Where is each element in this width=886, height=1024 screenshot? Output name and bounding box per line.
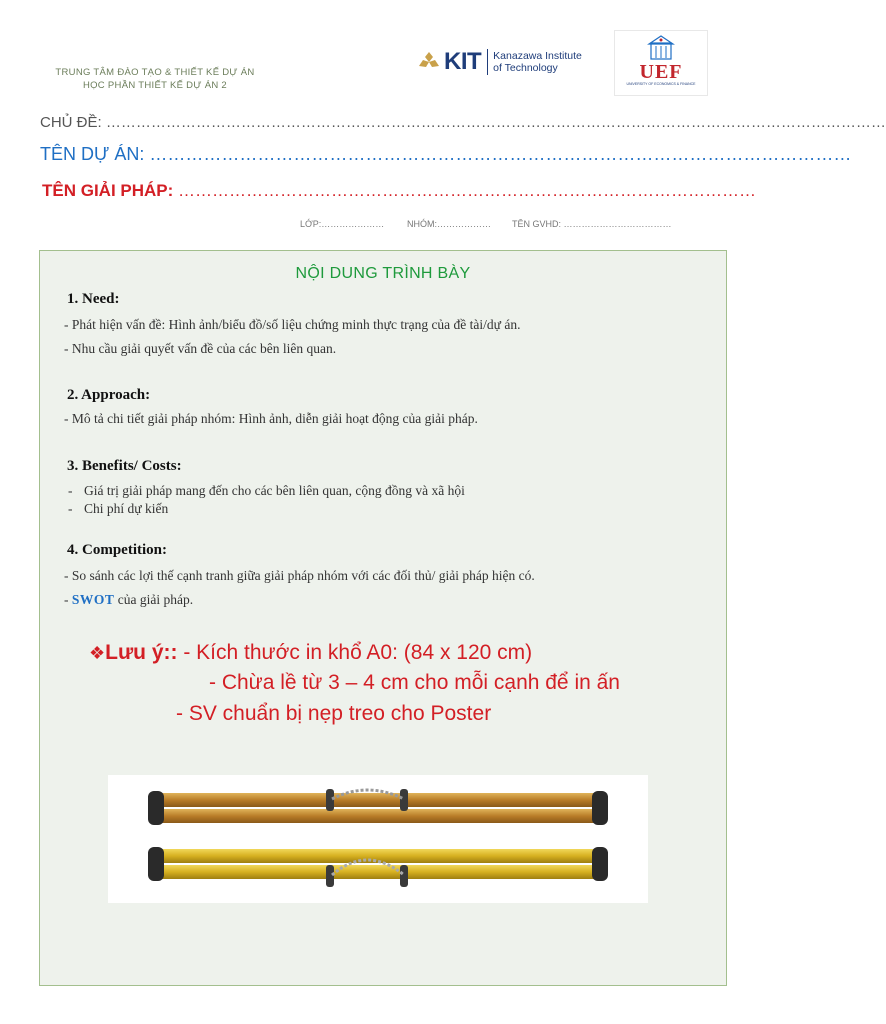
hanger-rod-bottom xyxy=(148,847,608,887)
uef-subtitle: UNIVERSITY OF ECONOMICS & FINANCE xyxy=(626,82,696,86)
competition-heading: 4. Competition: xyxy=(67,542,167,558)
benefits-heading: 3. Benefits/ Costs: xyxy=(67,458,182,474)
note-line-2: - Chừa lề từ 3 – 4 cm cho mỗi cạnh để in ấn xyxy=(209,671,620,694)
solution-name-label: TÊN GIẢI PHÁP: xyxy=(42,181,174,200)
benefits-item-2: - Chi phí dự kiến xyxy=(68,501,169,516)
project-name-label: TÊN DỰ ÁN: xyxy=(40,144,145,164)
kit-wordmark: KIT xyxy=(444,48,482,75)
uef-logo xyxy=(614,30,708,96)
uef-wordmark: UEF xyxy=(639,61,683,83)
competition-line-2 xyxy=(64,592,193,608)
kit-emblem-icon xyxy=(418,51,440,73)
kit-name-line-1: Kanazawa Institute xyxy=(493,50,582,62)
need-heading: 1. Need: xyxy=(67,291,120,307)
swot-label: SWOT xyxy=(71,592,115,607)
note-line-1-text: - Kích thước in khổ A0: (84 x 120 cm) xyxy=(177,641,533,664)
org-line-2: HỌC PHẦN THIẾT KẾ DỰ ÁN 2 xyxy=(82,80,228,91)
panel-title: NỘI DUNG TRÌNH BÀY xyxy=(295,265,471,282)
poster-hanger-photo xyxy=(108,775,648,903)
organization-heading xyxy=(40,66,270,92)
note-line-3: - SV chuẩn bị nẹp treo cho Poster xyxy=(176,702,492,725)
benefits-item-1-text: Giá trị giải pháp mang đến cho các bên liên quan, cộng đồng và xã hội xyxy=(84,483,465,498)
swot-prefix: - xyxy=(64,592,72,607)
topic-field[interactable] xyxy=(40,114,886,131)
project-name-dots: ……………………………………………………………………………………………………… xyxy=(149,144,852,164)
org-line-1: TRUNG TÂM ĐÀO TẠO & THIẾT KẾ DỰ ÁN xyxy=(55,67,255,78)
kit-institute-name xyxy=(493,50,582,74)
instructor-field[interactable]: TÊN GVHD: ……………………………… xyxy=(512,219,672,229)
solution-name-field[interactable] xyxy=(42,181,757,201)
project-name-field[interactable] xyxy=(40,144,852,165)
topic-dots: ………………………………………………………………………………………………………………………………………… xyxy=(105,114,886,131)
note-label: Lưu ý:: xyxy=(105,641,178,664)
benefits-item-2-text: Chi phí dự kiến xyxy=(84,501,169,516)
swot-suffix: của giải pháp. xyxy=(114,592,194,607)
diamond-bullet-icon: ❖ xyxy=(89,643,106,663)
solution-name-dots: ………………………………………………………………………………………… xyxy=(178,181,757,200)
topic-label: CHỦ ĐỀ: xyxy=(40,114,102,131)
group-field[interactable]: NHÓM:……………… xyxy=(407,219,491,229)
need-line-2: - Nhu cầu giải quyết vấn đề của các bên liên quan. xyxy=(64,341,337,356)
kit-divider xyxy=(487,49,488,75)
note-line-1 xyxy=(89,641,532,665)
uef-building-icon xyxy=(615,31,707,63)
class-field[interactable]: LỚP:………………… xyxy=(300,219,385,229)
need-line-1: - Phát hiện vấn đề: Hình ảnh/biểu đồ/số liệu chứng minh thực trạng của đề tài/dự án. xyxy=(64,317,521,332)
competition-line-1: - So sánh các lợi thế cạnh tranh giữa giải pháp nhóm với các đối thủ/ giải pháp hiện có. xyxy=(64,568,535,583)
hanger-rod-top xyxy=(148,789,608,825)
approach-line-1: - Mô tả chi tiết giải pháp nhóm: Hình ảnh, diễn giải hoạt động của giải pháp. xyxy=(64,411,478,426)
benefits-item-1: - Giá trị giải pháp mang đến cho các bên liên quan, cộng đồng và xã hội xyxy=(68,483,465,498)
approach-heading: 2. Approach: xyxy=(67,387,151,403)
kit-logo xyxy=(418,46,582,78)
kit-name-line-2: of Technology xyxy=(493,62,558,74)
